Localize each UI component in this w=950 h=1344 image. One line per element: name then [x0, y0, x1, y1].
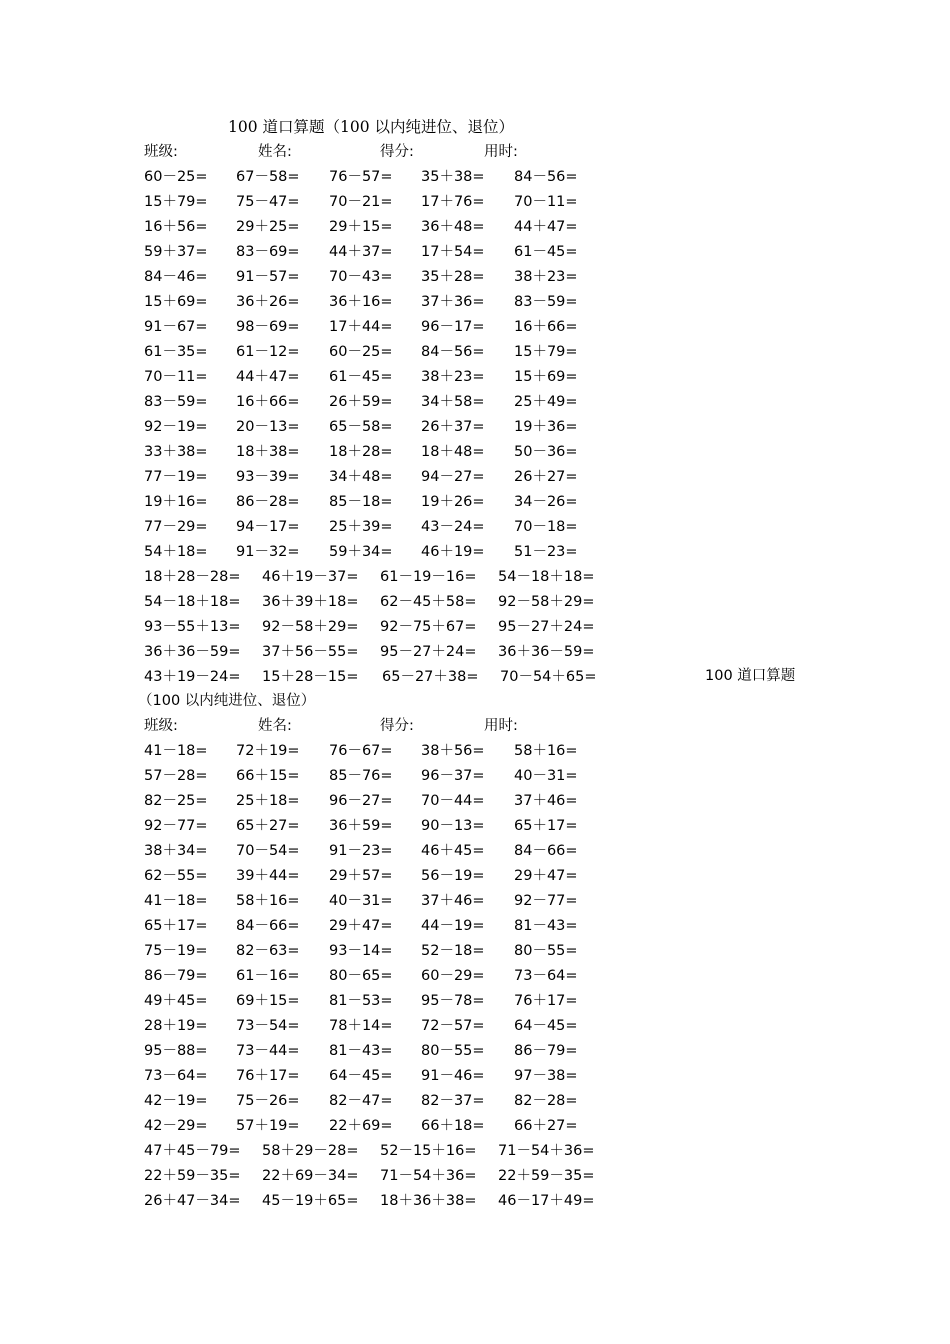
- math-problem: 46＋45=: [421, 843, 485, 859]
- math-problem: 59＋37=: [144, 244, 208, 260]
- math-problem: 84－46=: [144, 269, 208, 285]
- math-problem: 34＋48=: [329, 469, 393, 485]
- math-problem: 39＋44=: [236, 868, 300, 884]
- problem-row: [0, 1139, 950, 1164]
- sheet1-title-line: [0, 115, 950, 140]
- math-problem: 26＋47－34=: [144, 1193, 241, 1209]
- math-problem: 25＋39=: [329, 519, 393, 535]
- problem-row: [0, 1014, 950, 1039]
- math-problem: 84－66=: [514, 843, 578, 859]
- math-problem: 96－17=: [421, 319, 485, 335]
- math-problem: 60－29=: [421, 968, 485, 984]
- math-problem: 82－63=: [236, 943, 300, 959]
- problem-row: [0, 290, 950, 315]
- problem-row: [0, 590, 950, 615]
- math-problem: 44＋47=: [514, 219, 578, 235]
- math-problem: 70－11=: [514, 194, 578, 210]
- sheet2-info-row: [0, 714, 950, 739]
- math-problem: 61－19－16=: [380, 569, 477, 585]
- math-problem: 36＋26=: [236, 294, 300, 310]
- math-problem: 22＋69－34=: [262, 1168, 359, 1184]
- math-problem: 86－79=: [514, 1043, 578, 1059]
- problem-row: [0, 964, 950, 989]
- problem-row: [0, 515, 950, 540]
- score-label: 得分:: [380, 144, 414, 160]
- math-problem: 91－32=: [236, 544, 300, 560]
- problem-row: [0, 465, 950, 490]
- math-problem: 73－64=: [514, 968, 578, 984]
- math-problem: 75－47=: [236, 194, 300, 210]
- class-label: 班级:: [144, 718, 178, 734]
- math-problem: 80－55=: [514, 943, 578, 959]
- math-problem: 76＋17=: [236, 1068, 300, 1084]
- time-label: 用时:: [484, 144, 518, 160]
- problem-row: [0, 764, 950, 789]
- math-problem: 50－36=: [514, 444, 578, 460]
- math-problem: 26＋37=: [421, 419, 485, 435]
- problem-row: [0, 939, 950, 964]
- math-problem: 58＋29－28=: [262, 1143, 359, 1159]
- math-problem: 64－45=: [329, 1068, 393, 1084]
- math-problem: 81－53=: [329, 993, 393, 1009]
- math-problem: 43＋19－24=: [144, 669, 241, 685]
- math-problem: 19＋16=: [144, 494, 208, 510]
- math-problem: 46＋19=: [421, 544, 485, 560]
- math-problem: 91－67=: [144, 319, 208, 335]
- math-problem: 36＋16=: [329, 294, 393, 310]
- math-problem: 17＋54=: [421, 244, 485, 260]
- math-problem: 52－18=: [421, 943, 485, 959]
- math-problem: 45－19＋65=: [262, 1193, 359, 1209]
- math-problem: 18＋38=: [236, 444, 300, 460]
- math-problem: 29＋57=: [329, 868, 393, 884]
- math-problem: 72＋19=: [236, 743, 300, 759]
- math-problem: 95－88=: [144, 1043, 208, 1059]
- math-problem: 40－31=: [329, 893, 393, 909]
- math-problem: 61－45=: [514, 244, 578, 260]
- math-problem: 15＋69=: [514, 369, 578, 385]
- math-problem: 36＋36－59=: [144, 644, 241, 660]
- math-problem: 22＋69=: [329, 1118, 393, 1134]
- math-problem: 93－39=: [236, 469, 300, 485]
- math-problem: 81－43=: [514, 918, 578, 934]
- math-problem: 69＋15=: [236, 993, 300, 1009]
- math-problem: 84－56=: [421, 344, 485, 360]
- math-problem: 62－55=: [144, 868, 208, 884]
- math-problem: 91－46=: [421, 1068, 485, 1084]
- problem-row: [0, 340, 950, 365]
- math-problem: 44＋37=: [329, 244, 393, 260]
- math-problem: 98－69=: [236, 319, 300, 335]
- math-problem: 20－13=: [236, 419, 300, 435]
- math-problem: 58＋16=: [236, 893, 300, 909]
- problem-row: [0, 989, 950, 1014]
- math-problem: 61－35=: [144, 344, 208, 360]
- math-problem: 47＋45－79=: [144, 1143, 241, 1159]
- math-problem: 58＋16=: [514, 743, 578, 759]
- math-problem: 93－55＋13=: [144, 619, 241, 635]
- problem-row: [0, 814, 950, 839]
- math-problem: 15＋79=: [144, 194, 208, 210]
- math-problem: 54＋18=: [144, 544, 208, 560]
- math-problem: 34＋58=: [421, 394, 485, 410]
- math-problem: 18＋28－28=: [144, 569, 241, 585]
- math-problem: 38＋56=: [421, 743, 485, 759]
- math-problem: 65＋17=: [144, 918, 208, 934]
- math-problem: 57－28=: [144, 768, 208, 784]
- math-problem: 26＋27=: [514, 469, 578, 485]
- math-problem: 15＋28－15=: [262, 669, 359, 685]
- math-problem: 17＋44=: [329, 319, 393, 335]
- math-problem: 66＋18=: [421, 1118, 485, 1134]
- math-problem: 34－26=: [514, 494, 578, 510]
- problem-row: [0, 1039, 950, 1064]
- math-problem: 66＋27=: [514, 1118, 578, 1134]
- math-problem: 37＋56－55=: [262, 644, 359, 660]
- math-problem: 92－19=: [144, 419, 208, 435]
- math-problem: 43－24=: [421, 519, 485, 535]
- math-problem: 65－27＋38=: [382, 669, 479, 685]
- math-problem: 92－58＋29=: [498, 594, 595, 610]
- problem-row: [0, 640, 950, 665]
- math-problem: 97－38=: [514, 1068, 578, 1084]
- math-problem: 72－57=: [421, 1018, 485, 1034]
- math-problem: 93－14=: [329, 943, 393, 959]
- math-problem: 86－79=: [144, 968, 208, 984]
- sheet2-title-part2: （100 以内纯进位、退位）: [138, 693, 316, 709]
- math-problem: 70－54＋65=: [500, 669, 597, 685]
- math-problem: 84－66=: [236, 918, 300, 934]
- math-problem: 41－18=: [144, 743, 208, 759]
- math-problem: 16＋66=: [514, 319, 578, 335]
- math-problem: 70－18=: [514, 519, 578, 535]
- math-problem: 22＋59－35=: [144, 1168, 241, 1184]
- math-problem: 18＋48=: [421, 444, 485, 460]
- math-problem: 19＋26=: [421, 494, 485, 510]
- math-problem: 16＋56=: [144, 219, 208, 235]
- math-problem: 60－25=: [329, 344, 393, 360]
- problem-row: [0, 265, 950, 290]
- math-problem: 80－65=: [329, 968, 393, 984]
- math-problem: 76＋17=: [514, 993, 578, 1009]
- math-problem: 84－56=: [514, 169, 578, 185]
- math-problem: 42－19=: [144, 1093, 208, 1109]
- problem-row: [0, 165, 950, 190]
- math-problem: 57＋19=: [236, 1118, 300, 1134]
- problem-row: [0, 390, 950, 415]
- name-label: 姓名:: [258, 718, 292, 734]
- math-problem: 54－18＋18=: [498, 569, 595, 585]
- sheet2-title-line-2: [0, 689, 950, 714]
- math-problem: 41－18=: [144, 893, 208, 909]
- math-problem: 44－19=: [421, 918, 485, 934]
- math-problem: 15＋79=: [514, 344, 578, 360]
- math-problem: 83－59=: [514, 294, 578, 310]
- math-problem: 29＋25=: [236, 219, 300, 235]
- math-problem: 36＋59=: [329, 818, 393, 834]
- problem-row: [0, 215, 950, 240]
- math-problem: 36＋39＋18=: [262, 594, 359, 610]
- math-problem: 37＋36=: [421, 294, 485, 310]
- math-problem: 25＋49=: [514, 394, 578, 410]
- math-problem: 29＋15=: [329, 219, 393, 235]
- math-problem: 66＋15=: [236, 768, 300, 784]
- math-problem: 90－13=: [421, 818, 485, 834]
- math-problem: 96－37=: [421, 768, 485, 784]
- math-problem: 19＋36=: [514, 419, 578, 435]
- math-problem: 71－54＋36=: [380, 1168, 477, 1184]
- problem-row: [0, 240, 950, 265]
- math-problem: 28＋19=: [144, 1018, 208, 1034]
- problem-row: [0, 365, 950, 390]
- math-problem: 67－58=: [236, 169, 300, 185]
- math-problem: 92－77=: [144, 818, 208, 834]
- problem-row: [0, 864, 950, 889]
- class-label: 班级:: [144, 144, 178, 160]
- sheet1-title: 100 道口算题（100 以内纯进位、退位）: [228, 118, 515, 136]
- math-problem: 46－17＋49=: [498, 1193, 595, 1209]
- math-problem: 62－45＋58=: [380, 594, 477, 610]
- math-problem: 38＋23=: [421, 369, 485, 385]
- math-problem: 51－23=: [514, 544, 578, 560]
- problem-row: [0, 839, 950, 864]
- math-problem: 46＋19－37=: [262, 569, 359, 585]
- math-problem: 44＋47=: [236, 369, 300, 385]
- math-problem: 35＋38=: [421, 169, 485, 185]
- math-problem: 59＋34=: [329, 544, 393, 560]
- problem-row: [0, 789, 950, 814]
- math-problem: 64－45=: [514, 1018, 578, 1034]
- problem-row: [0, 540, 950, 565]
- name-label: 姓名:: [258, 144, 292, 160]
- problem-row: [0, 415, 950, 440]
- math-problem: 54－18＋18=: [144, 594, 241, 610]
- math-problem: 94－27=: [421, 469, 485, 485]
- math-problem: 40－31=: [514, 768, 578, 784]
- math-problem: 70－43=: [329, 269, 393, 285]
- math-problem: 81－43=: [329, 1043, 393, 1059]
- math-problem: 49＋45=: [144, 993, 208, 1009]
- math-problem: 61－16=: [236, 968, 300, 984]
- math-problem: 37＋46=: [421, 893, 485, 909]
- math-problem: 77－19=: [144, 469, 208, 485]
- math-problem: 70－44=: [421, 793, 485, 809]
- problem-row: [0, 190, 950, 215]
- math-problem: 37＋46=: [514, 793, 578, 809]
- math-problem: 25＋18=: [236, 793, 300, 809]
- problem-row: [0, 1189, 950, 1214]
- math-problem: 61－12=: [236, 344, 300, 360]
- time-label: 用时:: [484, 718, 518, 734]
- math-problem: 80－55=: [421, 1043, 485, 1059]
- math-problem: 82－28=: [514, 1093, 578, 1109]
- math-problem: 17＋76=: [421, 194, 485, 210]
- math-problem: 94－17=: [236, 519, 300, 535]
- problem-row: [0, 440, 950, 465]
- problem-row: [0, 1164, 950, 1189]
- math-problem: 96－27=: [329, 793, 393, 809]
- math-problem: 26＋59=: [329, 394, 393, 410]
- score-label: 得分:: [380, 718, 414, 734]
- math-problem: 86－28=: [236, 494, 300, 510]
- math-problem: 33＋38=: [144, 444, 208, 460]
- math-problem: 29＋47=: [514, 868, 578, 884]
- math-problem: 91－57=: [236, 269, 300, 285]
- math-problem: 76－67=: [329, 743, 393, 759]
- math-problem: 18＋28=: [329, 444, 393, 460]
- problem-row: [0, 914, 950, 939]
- math-problem: 38＋34=: [144, 843, 208, 859]
- math-problem: 75－19=: [144, 943, 208, 959]
- math-problem: 36＋36－59=: [498, 644, 595, 660]
- math-problem: 82－25=: [144, 793, 208, 809]
- math-problem: 65＋17=: [514, 818, 578, 834]
- problem-row: [0, 565, 950, 590]
- sheet1-info-row: [0, 140, 950, 165]
- math-problem: 92－58＋29=: [262, 619, 359, 635]
- problem-row: [0, 1089, 950, 1114]
- problem-row: [0, 739, 950, 764]
- math-problem: 73－54=: [236, 1018, 300, 1034]
- math-problem: 61－45=: [329, 369, 393, 385]
- math-problem: 85－18=: [329, 494, 393, 510]
- sheet2-title-part1: 100 道口算题: [705, 668, 796, 684]
- math-problem: 70－54=: [236, 843, 300, 859]
- math-problem: 91－23=: [329, 843, 393, 859]
- math-problem: 65＋27=: [236, 818, 300, 834]
- math-problem: 95－27＋24=: [498, 619, 595, 635]
- problem-row: [0, 490, 950, 515]
- math-problem: 92－77=: [514, 893, 578, 909]
- math-problem: 78＋14=: [329, 1018, 393, 1034]
- problem-row: [0, 1064, 950, 1089]
- math-problem: 36＋48=: [421, 219, 485, 235]
- math-problem: 60－25=: [144, 169, 208, 185]
- math-problem: 35＋28=: [421, 269, 485, 285]
- math-problem: 83－59=: [144, 394, 208, 410]
- sheet2-title-line: [0, 664, 950, 689]
- math-problem: 38＋23=: [514, 269, 578, 285]
- math-problem: 52－15＋16=: [380, 1143, 477, 1159]
- math-problem: 82－47=: [329, 1093, 393, 1109]
- problem-row: [0, 1114, 950, 1139]
- math-problem: 56－19=: [421, 868, 485, 884]
- math-problem: 85－76=: [329, 768, 393, 784]
- math-problem: 70－21=: [329, 194, 393, 210]
- math-problem: 71－54＋36=: [498, 1143, 595, 1159]
- math-problem: 18＋36＋38=: [380, 1193, 477, 1209]
- math-problem: 95－78=: [421, 993, 485, 1009]
- math-problem: 70－11=: [144, 369, 208, 385]
- math-problem: 76－57=: [329, 169, 393, 185]
- math-problem: 73－64=: [144, 1068, 208, 1084]
- math-problem: 73－44=: [236, 1043, 300, 1059]
- math-problem: 15＋69=: [144, 294, 208, 310]
- math-problem: 77－29=: [144, 519, 208, 535]
- math-problem: 42－29=: [144, 1118, 208, 1134]
- math-problem: 75－26=: [236, 1093, 300, 1109]
- problem-row: [0, 889, 950, 914]
- math-problem: 65－58=: [329, 419, 393, 435]
- math-problem: 16＋66=: [236, 394, 300, 410]
- math-problem: 22＋59－35=: [498, 1168, 595, 1184]
- math-problem: 95－27＋24=: [380, 644, 477, 660]
- math-problem: 29＋47=: [329, 918, 393, 934]
- math-problem: 82－37=: [421, 1093, 485, 1109]
- problem-row: [0, 315, 950, 340]
- math-problem: 83－69=: [236, 244, 300, 260]
- math-problem: 92－75＋67=: [380, 619, 477, 635]
- problem-row: [0, 615, 950, 640]
